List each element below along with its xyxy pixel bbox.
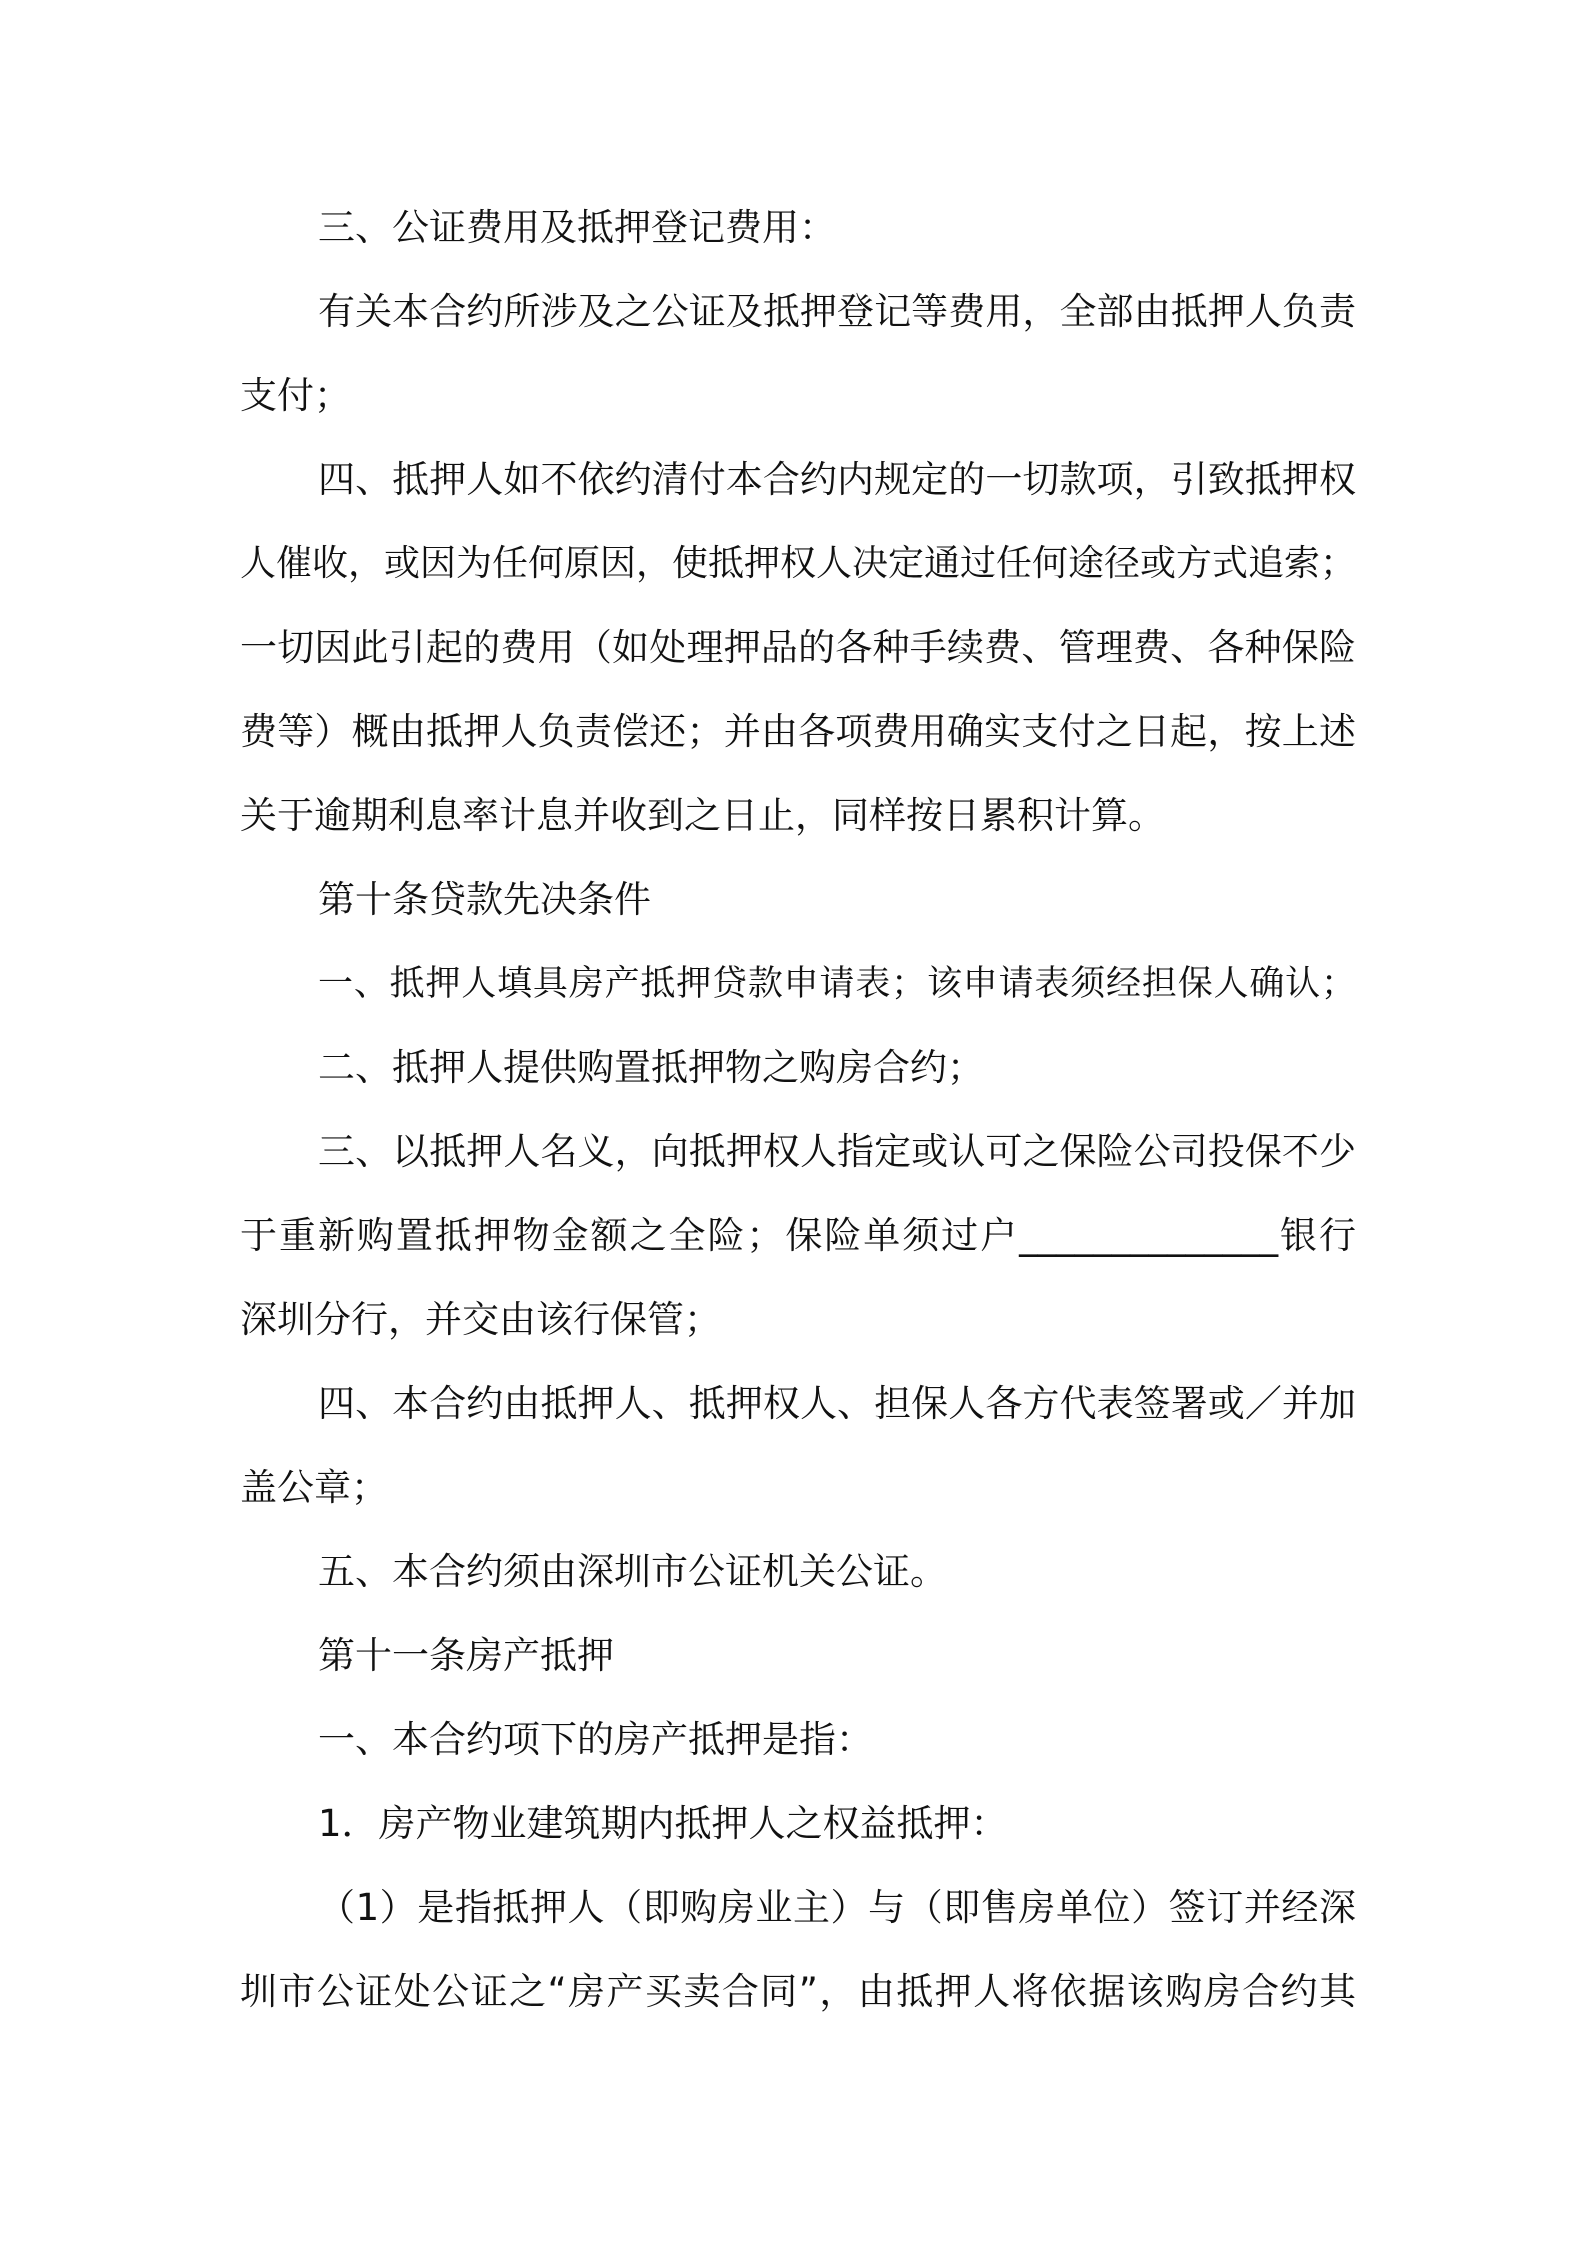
text-line: 关于逾期利息率计息并收到之日止，同样按日累积计算。: [240, 794, 1165, 837]
text-line: 圳市公证处公证之“房产买卖合同”，由抵押人将依据该购房合约其: [240, 1970, 1356, 2013]
text-line: 人催收，或因为任何原因，使抵押权人决定通过任何途径或方式追索；: [240, 543, 1357, 584]
text-line: 深圳分行，并交由该行保管；: [240, 1298, 721, 1341]
text-line: 四、抵押人如不依约清付本合约内规定的一切款项，引致抵押权: [318, 458, 1356, 501]
text-line: 三、公证费用及抵押登记费用：: [318, 206, 836, 249]
text-line: 支付；: [240, 374, 351, 417]
text-line: 盖公章；: [240, 1466, 388, 1509]
section-heading: 第十一条房产抵押: [318, 1634, 614, 1677]
text-line: 于重新购置抵押物金额之全险；保险单须过户______________银行: [240, 1214, 1356, 1257]
section-heading: 第十条贷款先决条件: [318, 878, 651, 921]
text-line: 二、抵押人提供购置抵押物之购房合约；: [318, 1046, 984, 1089]
text-line: 三、以抵押人名义，向抵押权人指定或认可之保险公司投保不少: [318, 1130, 1356, 1173]
text-line: 五、本合约须由深圳市公证机关公证。: [318, 1550, 947, 1593]
text-line: 一、本合约项下的房产抵押是指：: [318, 1718, 873, 1761]
text-line: （1）是指抵押人（即购房业主）与（即售房单位）签订并经深: [318, 1886, 1356, 1929]
text-line: 一切因此引起的费用（如处理押品的各种手续费、管理费、各种保险: [240, 626, 1356, 669]
text-line: 1．房产物业建筑期内抵押人之权益抵押：: [318, 1802, 1008, 1845]
text-line: 四、本合约由抵押人、抵押权人、担保人各方代表签署或／并加: [318, 1382, 1356, 1425]
text-line: 费等）概由抵押人负责偿还；并由各项费用确实支付之日起，按上述: [240, 710, 1356, 753]
text-line: 一、抵押人填具房产抵押贷款申请表；该申请表须经担保人确认；: [318, 964, 1356, 1004]
text-line: 有关本合约所涉及之公证及抵押登记等费用，全部由抵押人负责: [318, 290, 1356, 333]
